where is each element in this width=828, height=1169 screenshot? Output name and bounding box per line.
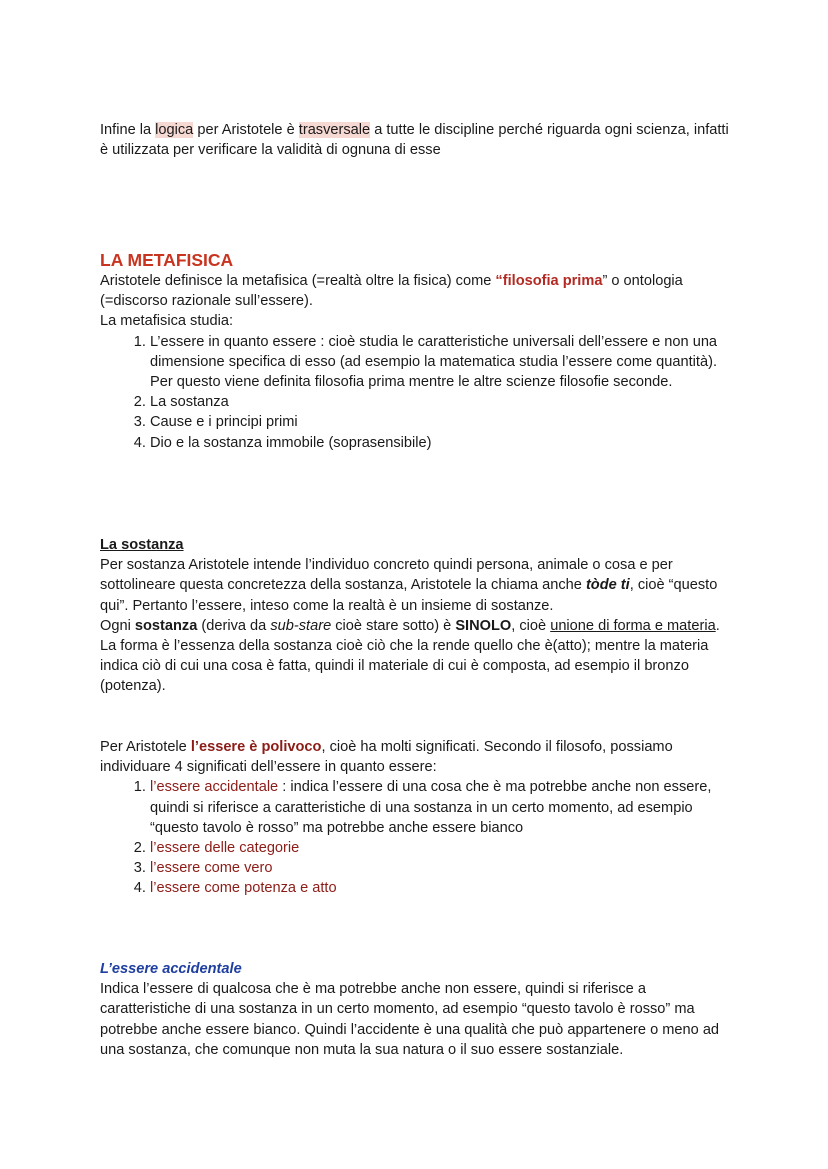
tode-ti-term: tòde ti <box>585 577 630 594</box>
list-item <box>150 878 740 898</box>
significati-list <box>100 777 740 898</box>
intro-paragraph <box>100 120 740 160</box>
text: , cioè “questo qui”. Pertanto l’essere, inteso come la realtà è un insieme di sostanze. <box>100 577 718 614</box>
filosofia-prima-term: “filosofia prima <box>495 273 603 289</box>
section-subtitle: L’essere accidentale <box>100 961 242 977</box>
accidentale-section <box>100 959 740 1060</box>
metafisica-definition <box>100 271 740 311</box>
text: l’essere delle categorie <box>150 840 300 857</box>
text: Aristotele definisce la metafisica (=realtà oltre la fisica) come <box>100 273 496 289</box>
sostanza-paragraph <box>100 555 740 616</box>
text: per Aristotele è <box>193 122 299 138</box>
text: , cioè ha molti significati. Secondo il filosofo, possiamo individuare 4 significati dell’essere in quanto essere: <box>100 739 673 776</box>
text: (deriva da <box>197 617 271 634</box>
text: , cioè <box>511 617 551 634</box>
sinolo-term: SINOLO <box>455 617 512 634</box>
metafisica-section <box>100 249 740 453</box>
list-item: 1. L’essere in quanto essere : cioè studia le caratteristiche universali dell’essere e non una dimensione specifica di esso (ad esempio la matematica studia l’essere come quantità). Per questo viene definita filosofia prima mentre le altre scienze filosofie seconde. <box>150 332 740 393</box>
polivoco-section <box>100 737 740 899</box>
section-subtitle: La sostanza <box>100 537 184 553</box>
text: l’essere accidentale <box>150 779 279 796</box>
section-title: LA METAFISICA <box>100 250 234 270</box>
text: Per Aristotele <box>100 739 191 755</box>
list-item: 2. La sostanza <box>150 392 740 412</box>
text: ” o ontologia (=discorso razionale sull’essere). <box>100 273 683 310</box>
highlight-trasversale: trasversale <box>298 122 371 138</box>
sostanza-section <box>100 535 740 697</box>
highlight-logica: logica <box>155 122 194 138</box>
text: Infine la <box>100 122 156 138</box>
text: Per sostanza Aristotele intende l’individuo concreto quindi persona, animale o cosa e per sottolineare questa concretezza della sostanza, Aristotele la chiama anche <box>100 557 673 594</box>
text: . La forma è l’essenza della sostanza cioè ciò che la rende quello che è(atto); mentre la materia indica ciò di cui una cosa è fatta, quindi il materiale di cui è composta, ad esempio il bronzo (potenza). <box>100 617 720 695</box>
polivoco-paragraph <box>100 737 740 777</box>
text: l’essere come potenza e atto <box>150 880 337 897</box>
list-item <box>150 858 740 878</box>
sub-stare-term: sub-stare <box>270 617 332 634</box>
accidentale-paragraph: Indica l’essere di qualcosa che è ma potrebbe anche non essere, quindi si riferisce a caratteristiche di una sostanza in un certo momento, ad esempio “questo tavolo è rosso” ma potrebbe anche essere bianco. Quindi l’accidente è una qualità che può appartenere o meno ad una sostanza, che comunque non muta la sua natura o il suo essere sostanziale. <box>100 981 720 1058</box>
text: a tutte le discipline perché riguarda ogni scienza, infatti è utilizzata per verificare la validità di ognuna di esse <box>100 122 729 159</box>
text: Ogni <box>100 617 135 634</box>
list-item: 4. Dio e la sostanza immobile (soprasensibile) <box>150 433 740 453</box>
sostanza-term: sostanza <box>134 617 198 634</box>
list-item: 3. Cause e i principi primi <box>150 412 740 432</box>
text: : indica l’essere di una cosa che è ma potrebbe anche non essere, quindi si riferisce a caratteristiche di una sostanza in un certo momento, ad esempio “questo tavolo è rosso” ma potrebbe anche essere bianco <box>150 779 712 836</box>
metafisica-list <box>100 332 740 453</box>
text: l’essere come vero <box>150 860 273 877</box>
text: cioè stare sotto) è <box>331 617 456 634</box>
polivoco-term: l’essere è polivoco <box>190 739 322 755</box>
metafisica-intro: La metafisica studia: <box>100 313 234 330</box>
list-item <box>150 838 740 858</box>
list-item <box>150 777 740 838</box>
sinolo-paragraph <box>100 616 740 697</box>
unione-term: unione di forma e materia <box>550 617 716 634</box>
